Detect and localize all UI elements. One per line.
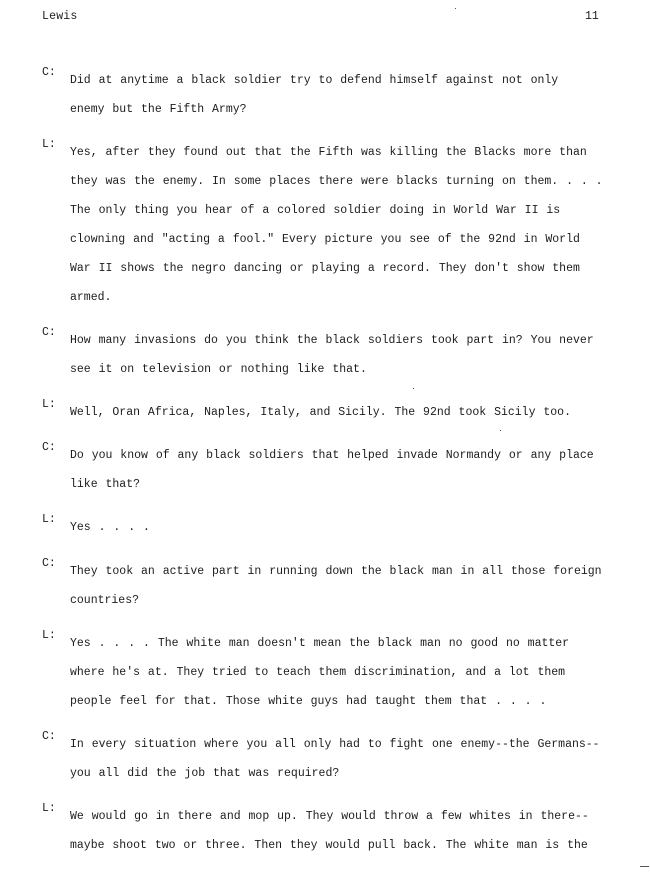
entry-text xyxy=(70,398,615,427)
text-line: How many invasions do you think the black soldiers took part in? You never xyxy=(70,334,594,347)
speaker-label: C: xyxy=(42,66,56,79)
text-line: maybe shoot two or three. Then they would pull back. The white man is the xyxy=(70,839,588,852)
text-line: War II shows the negro dancing or playing a record. They don't show them xyxy=(70,262,580,275)
page-number: 11 xyxy=(585,10,599,23)
entry-text xyxy=(70,441,615,499)
entry-text xyxy=(70,138,615,312)
entry-text xyxy=(70,326,615,384)
scan-speck xyxy=(455,8,456,9)
entry-text xyxy=(70,629,615,716)
text-line: Yes, after they found out that the Fifth was killing the Blacks more than xyxy=(70,146,587,159)
speaker-label: L: xyxy=(42,513,56,526)
scan-speck xyxy=(500,430,501,431)
entry-text xyxy=(70,802,615,860)
entry-text xyxy=(70,513,615,542)
scan-edge-mark xyxy=(640,866,649,867)
entry-text xyxy=(70,730,615,788)
text-line: enemy but the Fifth Army? xyxy=(70,103,247,116)
text-line: armed. xyxy=(70,291,112,304)
text-line: Did at anytime a black soldier try to defend himself against not only xyxy=(70,74,559,87)
scan-speck xyxy=(413,388,414,389)
text-line: where he's at. They tried to teach them discrimination, and a lot them xyxy=(70,666,566,679)
text-line: The only thing you hear of a colored soldier doing in World War II is xyxy=(70,204,561,217)
text-line: Do you know of any black soldiers that helped invade Normandy or any place xyxy=(70,449,594,462)
text-line: clowning and "acting a fool." Every picture you see of the 92nd in World xyxy=(70,233,580,246)
text-line: In every situation where you all only had to fight one enemy--the Germans-- xyxy=(70,738,600,751)
speaker-label: C: xyxy=(42,441,56,454)
speaker-label: L: xyxy=(42,802,56,815)
text-line: people feel for that. Those white guys had taught them that . . . . xyxy=(70,695,547,708)
entry-text xyxy=(70,557,615,615)
entry-text xyxy=(70,66,615,124)
text-line: you all did the job that was required? xyxy=(70,767,340,780)
text-line: Yes . . . . The white man doesn't mean the black man no good no matter xyxy=(70,637,570,650)
text-line: They took an active part in running down the black man in all those foreign xyxy=(70,565,602,578)
header-interviewee-name: Lewis xyxy=(42,10,78,23)
speaker-label: C: xyxy=(42,557,56,570)
speaker-label: L: xyxy=(42,138,56,151)
text-line: see it on television or nothing like that. xyxy=(70,363,367,376)
speaker-label: C: xyxy=(42,730,56,743)
text-line: like that? xyxy=(70,478,141,491)
speaker-label: C: xyxy=(42,326,56,339)
text-line: countries? xyxy=(70,594,140,607)
text-line: We would go in there and mop up. They would throw a few whites in there-- xyxy=(70,810,589,823)
speaker-label: L: xyxy=(42,398,56,411)
text-line: Well, Oran Africa, Naples, Italy, and Sicily. The 92nd took Sicily too. xyxy=(70,406,571,419)
text-line: Yes . . . . xyxy=(70,521,150,534)
text-line: they was the enemy. In some places there were blacks turning on them. . . . xyxy=(70,175,603,188)
speaker-label: L: xyxy=(42,629,56,642)
